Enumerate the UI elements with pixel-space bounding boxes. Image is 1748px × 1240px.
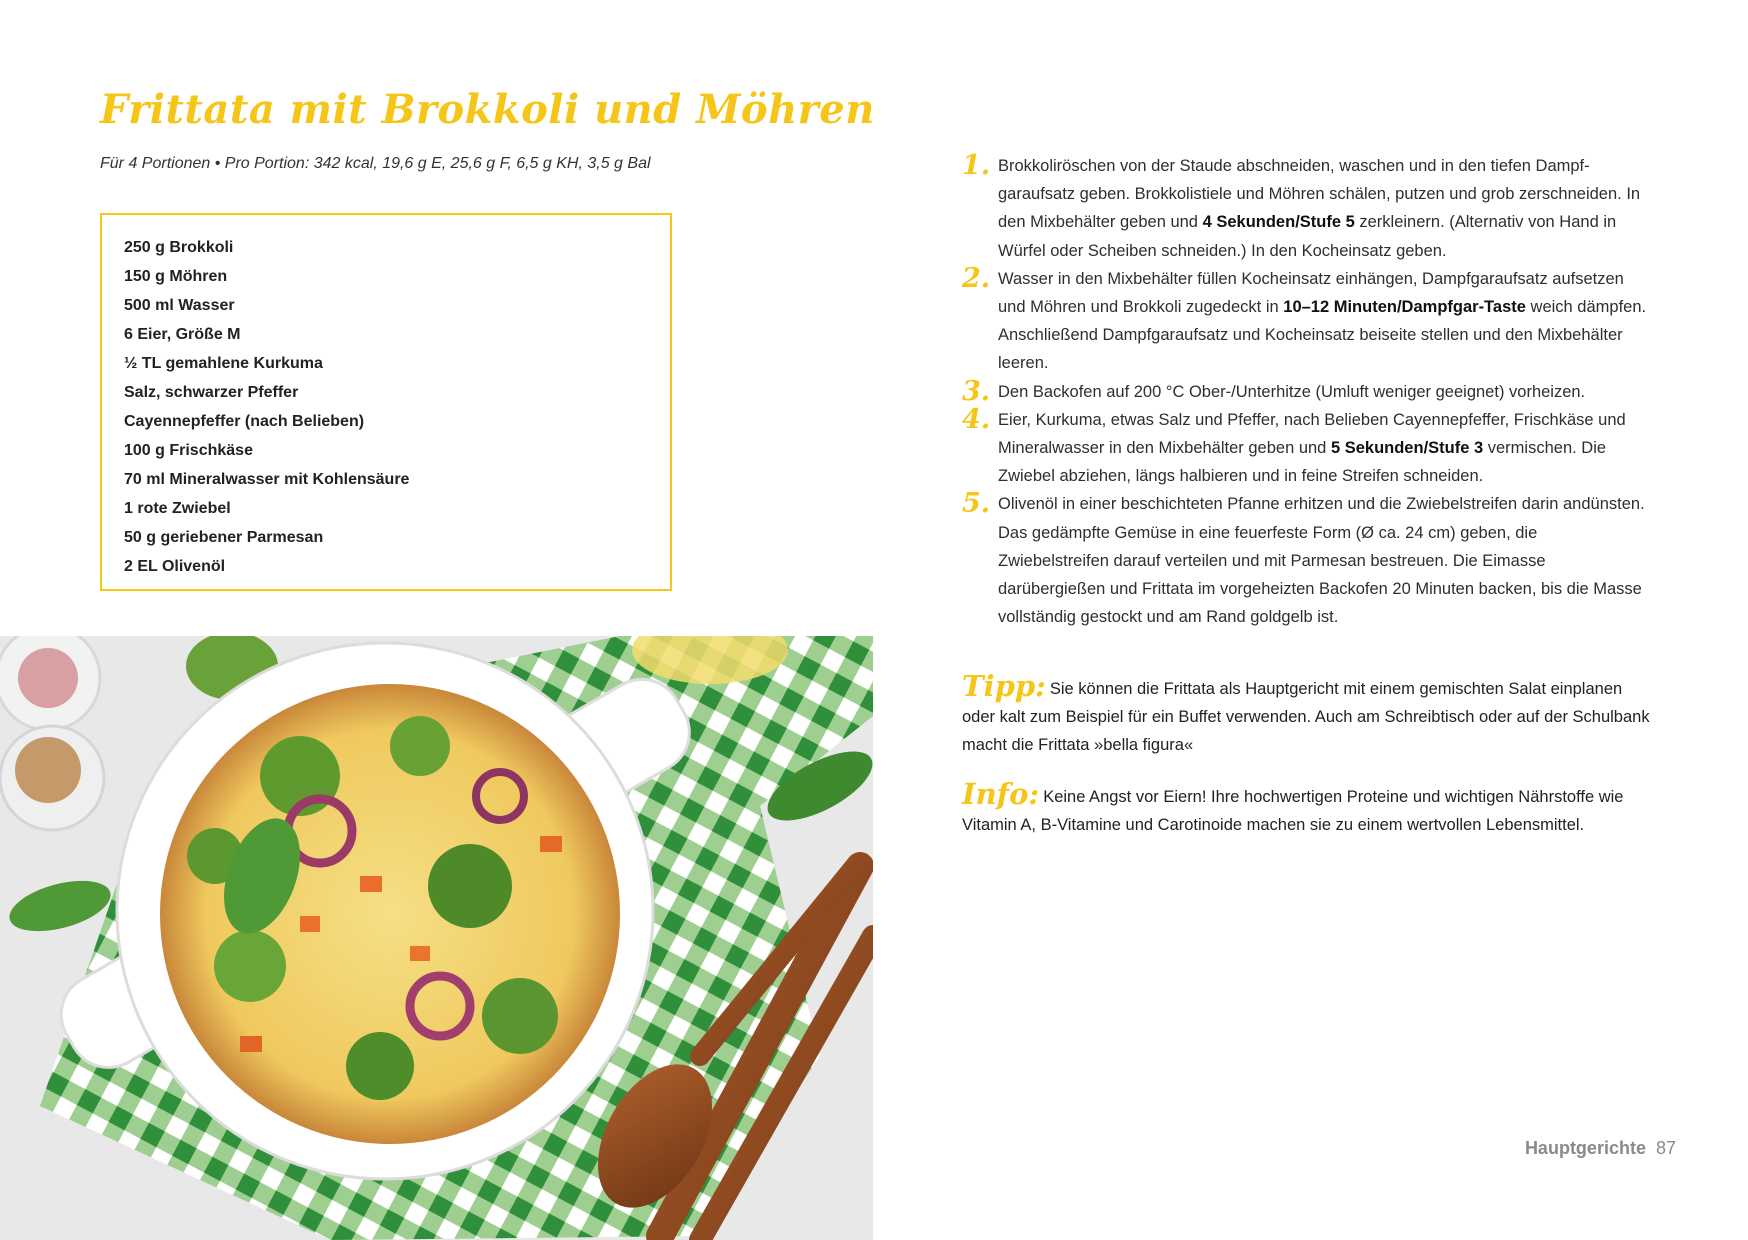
- step-number: 3.: [962, 375, 991, 407]
- step-text: [998, 406, 1652, 491]
- step-2: [962, 262, 1652, 378]
- ingredient-item: 500 ml Wasser: [124, 297, 235, 314]
- ingredient-item: 70 ml Mineralwasser mit Kohlensäure: [124, 471, 410, 488]
- step-setting: 5 Sekunden/Stufe 3: [1330, 439, 1484, 458]
- step-text-part: Wasser in den Mixbehälter füllen Kocheinsatz einhängen, Dampfgaraufsatz aufsetzen und Möhren und Brokkoli zugedeckt in: [998, 269, 1624, 317]
- info-box: [962, 777, 1652, 839]
- tip-box: [962, 669, 1652, 759]
- step-number: 4.: [962, 403, 991, 435]
- ingredient-item: 50 g geriebener Parmesan: [124, 529, 324, 546]
- instructions: [962, 152, 1652, 631]
- info-text: Keine Angst vor Eiern! Ihre hochwertigen Proteine und wichtigen Nährstoffe wie Vitamin A, B-Vitamine und Carotinoide machen sie zu einem wertvollen Lebensmittel.: [962, 788, 1624, 834]
- cork-lid: [15, 737, 81, 803]
- ingredient-item: 2 EL Olivenöl: [124, 558, 226, 575]
- ingredient-item: Cayennepfeffer (nach Belieben): [124, 413, 365, 430]
- section-name: Hauptgerichte: [1524, 1138, 1646, 1158]
- ingredient-item: 100 g Frischkäse: [124, 442, 253, 459]
- step-text: [998, 490, 1652, 631]
- step-text-part: Eier, Kurkuma, etwas Salz und Pfeffer, nach Belieben Cayennepfeffer, Frischkäse und Mineralwasser in den Mixbehälter geben und: [998, 410, 1626, 458]
- broccoli-piece: [214, 930, 286, 1002]
- step-number: 5.: [962, 488, 991, 520]
- tip-text: Sie können die Frittata als Hauptgericht mit einem gemischten Salat einplanen oder kalt zum Beispiel für ein Buffet verwenden. Auch am Schreibtisch oder auf der Schulbank macht die Frittata »bella figura«: [962, 680, 1650, 754]
- carrot-piece: [540, 836, 562, 852]
- step-text: [998, 152, 1652, 265]
- step-text-part: Den Backofen auf 200 °C Ober-/Unterhitze (Umluft weniger geeignet) vorheizen.: [998, 382, 1586, 401]
- page-number: 87: [1655, 1138, 1676, 1158]
- info-label: Info:: [962, 777, 1040, 811]
- recipe-title: Frittata mit Brokkoli und Möhren: [100, 86, 875, 133]
- ingredient-item: Salz, schwarzer Pfeffer: [124, 384, 299, 401]
- portion-info: Für 4 Portionen • Pro Portion: 342 kcal, 19,6 g E, 25,6 g F, 6,5 g KH, 3,5 g Bal: [100, 155, 651, 172]
- ingredients-list: [124, 233, 648, 581]
- step-text-part: zerkleinern. (Alternativ von Hand in Würfel oder Scheiben schneiden.) In den Kocheinsatz geben.: [998, 213, 1617, 260]
- ingredient-item: 6 Eier, Größe M: [124, 326, 241, 343]
- frittata-photo: [0, 636, 873, 1240]
- frittata-illustration: [0, 636, 873, 1240]
- ingredient-item: 150 g Möhren: [124, 268, 228, 285]
- ingredient-item: 1 rote Zwiebel: [124, 500, 231, 517]
- step-text-part: weich dämpfen. Anschließend Dampfgaraufsatz und Kocheinsatz beiseite stellen und den Mixbehälter leeren.: [998, 298, 1647, 373]
- step-text-part: Olivenöl in einer beschichteten Pfanne erhitzen und die Zwiebelstreifen darin andünsten. Das gedämpfte Gemüse in eine feuerfeste Form (Ø ca. 24 cm) geben, die Zwiebelstreifen darauf verteilen und mit Parmesan bestreuen. Die Eimasse darübergießen und Frittata im vorgeheizten Backofen 20 Minuten backen, bis die Masse vollständig gestockt und am Rand goldgelb ist.: [998, 495, 1645, 627]
- step-5: [962, 490, 1652, 631]
- ingredients-box: [100, 213, 672, 591]
- step-text: [998, 265, 1652, 378]
- tip-label: Tipp:: [962, 669, 1046, 703]
- step-number: 1.: [962, 150, 991, 181]
- step-setting: 10–12 Minuten/Dampfgar-Taste: [1283, 298, 1526, 317]
- step-1: [962, 152, 1652, 265]
- step-text-part: Brokkoliröschen von der Staude abschneiden, waschen und in den tiefen Dampfgaraufsatz geben. Brokkolistiele und Möhren schälen, putzen und grob zerschneiden. In den Mixbehälter geben und: [998, 157, 1641, 232]
- step-setting: 4 Sekunden/Stufe 5: [1202, 213, 1355, 232]
- ingredient-item: 250 g Brokkoli: [124, 239, 234, 256]
- carrot-piece: [410, 946, 430, 961]
- step-4: [962, 403, 1652, 491]
- broccoli-piece: [482, 978, 558, 1054]
- carrot-piece: [300, 916, 320, 932]
- broccoli-piece: [346, 1032, 414, 1100]
- step-3: [962, 375, 1652, 407]
- step-text: [998, 378, 1585, 406]
- carrot-piece: [240, 1036, 262, 1052]
- pepper-corns: [18, 648, 78, 708]
- broccoli-piece: [390, 716, 450, 776]
- broccoli-piece: [428, 844, 512, 928]
- step-text-part: vermischen. Die Zwiebel abziehen, längs halbieren und in feine Streifen schneiden.: [998, 439, 1607, 486]
- page-footer: [1525, 1138, 1676, 1159]
- step-number: 2.: [962, 262, 991, 294]
- carrot-piece: [360, 876, 382, 892]
- ingredient-item: ½ TL gemahlene Kurkuma: [124, 355, 323, 372]
